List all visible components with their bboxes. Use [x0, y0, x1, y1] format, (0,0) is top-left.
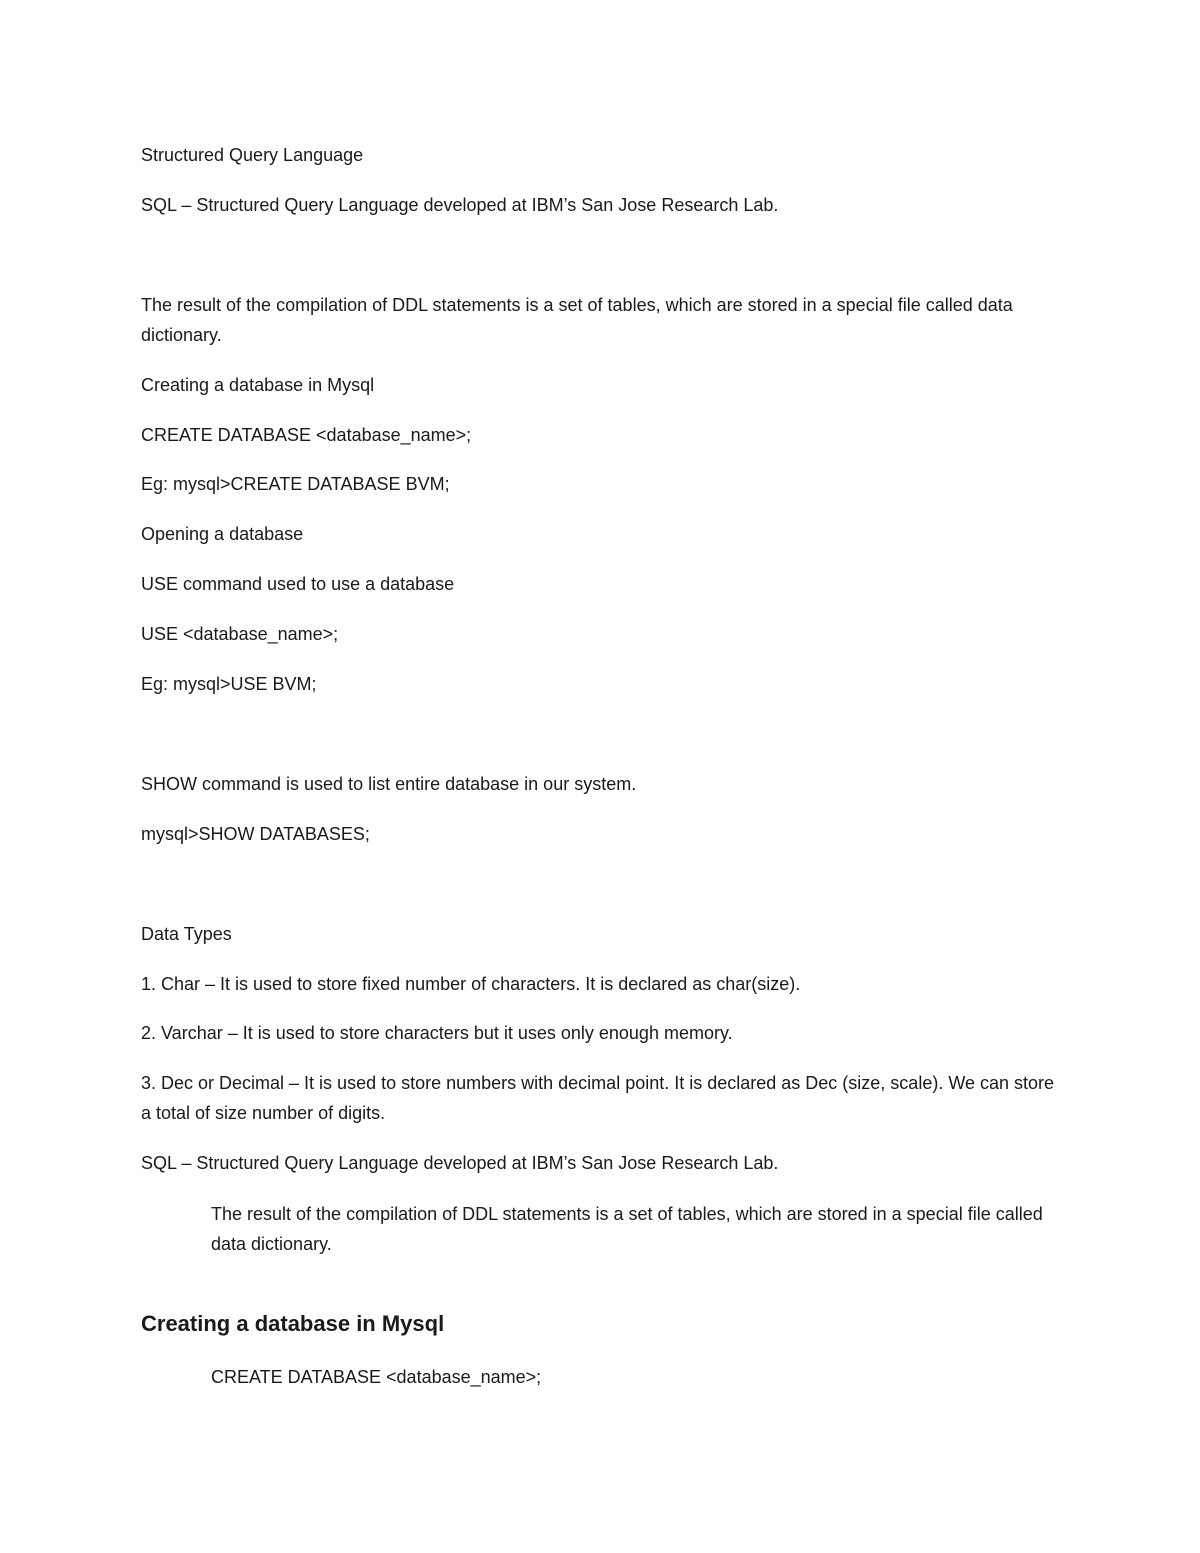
ddl-result-indented: The result of the compilation of DDL statements is a set of tables, which are stored in a special file called data dictionary.: [211, 1204, 1043, 1254]
data-type-decimal: 3. Dec or Decimal – It is used to store numbers with decimal point. It is declared as Dec (size, scale). We can store a total of size number of digits.: [141, 1073, 1055, 1123]
use-command-example: Eg: mysql>USE BVM;: [141, 674, 317, 694]
creating-database-label: Creating a database in Mysql: [141, 375, 375, 395]
use-command-description: USE command used to use a database: [141, 574, 455, 594]
ddl-result-paragraph: The result of the compilation of DDL statements is a set of tables, which are stored in a special file called data dictionary.: [141, 295, 1013, 345]
data-types-label: Data Types: [141, 924, 232, 944]
create-database-example: Eg: mysql>CREATE DATABASE BVM;: [141, 474, 450, 494]
sql-definition: SQL – Structured Query Language developed at IBM’s San Jose Research Lab.: [141, 195, 779, 215]
show-command-example: mysql>SHOW DATABASES;: [141, 824, 370, 844]
sql-definition-repeat: SQL – Structured Query Language developed at IBM’s San Jose Research Lab.: [141, 1153, 779, 1173]
show-command-description: SHOW command is used to list entire database in our system.: [141, 774, 637, 794]
create-database-syntax: CREATE DATABASE <database_name>;: [141, 425, 472, 445]
doc-title: Structured Query Language: [141, 145, 364, 165]
opening-database-label: Opening a database: [141, 524, 304, 544]
creating-database-heading: Creating a database in Mysql: [141, 1311, 445, 1336]
use-command-syntax: USE <database_name>;: [141, 624, 339, 644]
create-database-syntax-indented: CREATE DATABASE <database_name>;: [211, 1367, 542, 1387]
data-type-varchar: 2. Varchar – It is used to store characters but it uses only enough memory.: [141, 1023, 733, 1043]
data-type-char: 1. Char – It is used to store fixed number of characters. It is declared as char(size).: [141, 974, 801, 994]
